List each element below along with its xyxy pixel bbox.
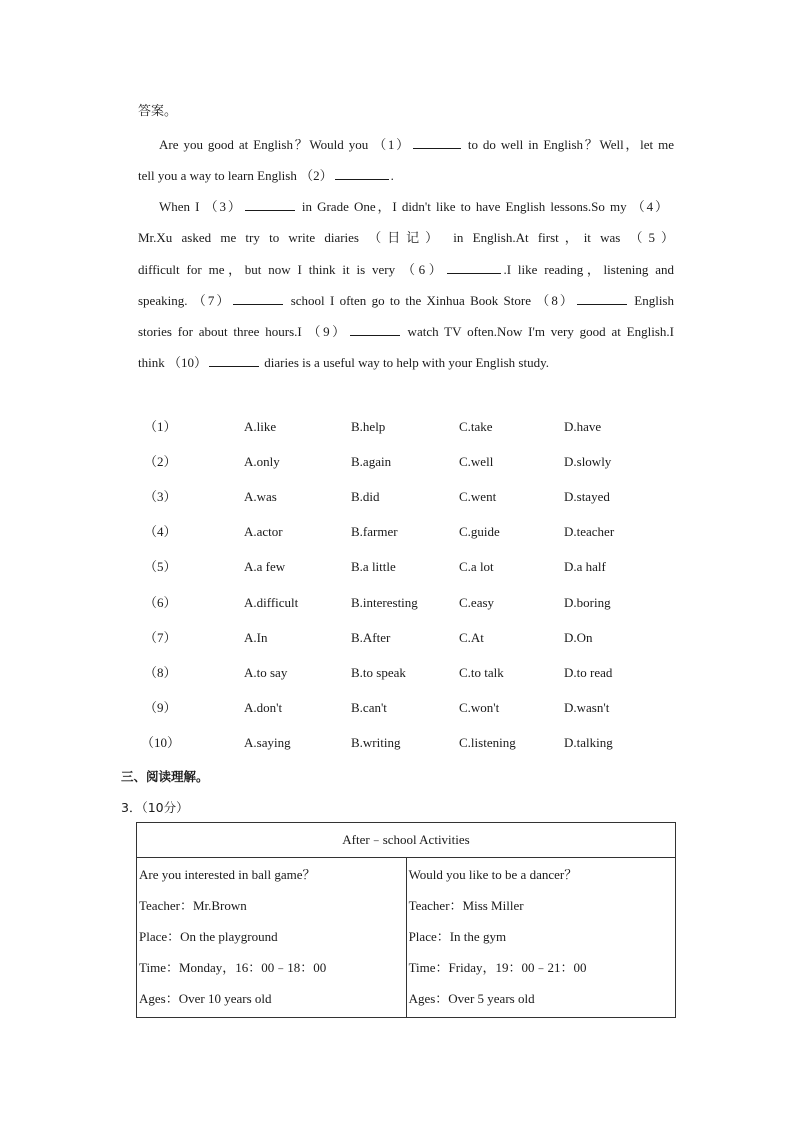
option-row: （1） A.like B.help C.take D.have [144, 419, 602, 434]
blank-9[interactable] [350, 323, 400, 336]
option-row: （6） A.difficult B.interesting C.easy D.boring [144, 595, 611, 610]
option-row: （2） A.only B.again C.well D.slowly [144, 454, 612, 469]
blank-7[interactable] [233, 292, 283, 305]
passage-line: Mr.Xu asked me try to write diaries （日记） in English.At first，it was （5） [138, 230, 674, 246]
answer-header: 答案。 [138, 104, 178, 119]
activity-question: Are you interested in ball game？ [139, 867, 316, 882]
passage-line: Are you good at English？Would you （1） to do well in English？Well，let me [159, 137, 674, 152]
activity-ball-game [137, 858, 407, 1018]
activity-dancer [406, 858, 675, 1018]
passage-line: stories for about three hours.I （9） watch TV often.Now I'm very good at English.I [138, 324, 674, 339]
activity-question: Would you like to be a dancer？ [408, 867, 578, 882]
activity-time: Time：Monday，16：00﹣18：00 [139, 960, 327, 975]
activities-table [136, 822, 676, 1018]
activity-teacher: Teacher：Miss Miller [408, 898, 524, 913]
activity-place: Place：On the playground [139, 929, 278, 944]
activity-time: Time：Friday，19：00﹣21：00 [408, 960, 587, 975]
section-title: 三、阅读理解。 [121, 769, 209, 784]
activity-place: Place：In the gym [408, 929, 507, 944]
blank-10[interactable] [209, 354, 259, 367]
passage-line: speaking. （7） school I often go to the Xinhua Book Store （8） English [138, 293, 674, 308]
option-row: （8） A.to say B.to speak C.to talk D.to read [144, 665, 613, 680]
option-row: （5） A.a few B.a little C.a lot D.a half [144, 559, 606, 574]
activity-teacher: Teacher：Mr.Brown [139, 898, 247, 913]
blank-6[interactable] [447, 261, 501, 274]
blank-2[interactable] [335, 167, 389, 180]
activity-ages: Ages：Over 5 years old [408, 991, 535, 1006]
passage-line: tell you a way to learn English （2） . [138, 168, 394, 183]
activity-ages: Ages：Over 10 years old [139, 991, 272, 1006]
option-row: （10） A.saying B.writing C.listening D.talking [141, 735, 613, 750]
option-row: （3） A.was B.did C.went D.stayed [144, 489, 610, 504]
passage-line: difficult for me，but now I think it is very （6） .I like reading，listening and [138, 262, 674, 277]
passage-line: When I （3） in Grade One，I didn't like to have English lessons.So my （4） [159, 199, 668, 214]
question-number: 3．（10分） [121, 800, 189, 815]
passage-line: think （10） diaries is a useful way to help with your English study. [138, 355, 549, 370]
blank-1[interactable] [413, 136, 461, 149]
option-row: （9） A.don't B.can't C.won't D.wasn't [144, 700, 610, 715]
option-row: （4） A.actor B.farmer C.guide D.teacher [144, 524, 615, 539]
option-row: （7） A.In B.After C.At D.On [144, 630, 593, 645]
table-title: After﹣school Activities [137, 823, 676, 858]
blank-3[interactable] [245, 198, 295, 211]
blank-8[interactable] [577, 292, 627, 305]
